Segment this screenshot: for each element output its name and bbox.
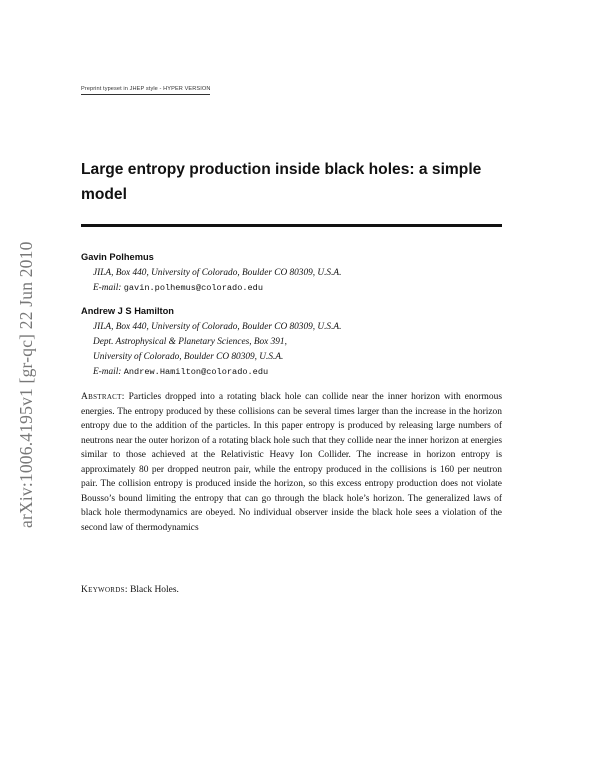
abstract-label: Abstract:: [81, 392, 125, 402]
author-2-affiliation-2: Dept. Astrophysical & Planetary Sciences, Box 391,: [93, 337, 287, 347]
keywords: [81, 585, 179, 595]
email-label: E-mail:: [93, 283, 122, 293]
title-rule: [81, 224, 502, 227]
keywords-text: Black Holes.: [130, 585, 179, 595]
author-2-email[interactable]: Andrew.Hamilton@colorado.edu: [123, 367, 269, 377]
abstract: [81, 390, 502, 535]
author-1-email[interactable]: gavin.polhemus@colorado.edu: [123, 283, 263, 293]
author-name-1: Gavin Polhemus: [81, 252, 154, 262]
preprint-note: Preprint typeset in JHEP style - HYPER VERSION: [81, 86, 210, 95]
arxiv-identifier: arXiv:1006.4195v1 [gr-qc] 22 Jun 2010: [16, 241, 36, 528]
author-2-affiliation-block: [93, 320, 341, 380]
paper-title: Large entropy production inside black holes: a simple model: [81, 161, 482, 203]
author-2-affiliation-3: University of Colorado, Boulder CO 80309, U.S.A.: [93, 352, 284, 362]
author-1-email-line: [93, 283, 263, 293]
author-1-affiliation: JILA, Box 440, University of Colorado, Boulder CO 80309, U.S.A.: [93, 268, 342, 278]
abstract-text: Particles dropped into a rotating black hole can collide near the inner horizon with enormous energies. The entropy produced by these collisions can be several times larger than the increase in the horizon entropy due to the addition of the particles. In this paper entropy is produced by releasing large numbers of neutrons near the outer horizon of a rotating black hole such that they collide near the inner horizon at energies similar to those achieved at the Relativistic Heavy Ion Collider. The increase in horizon entropy is approximately 80 per dropped neutron pair, while the entropy produced in the collisions is 160 per neutron pair. The collision entropy is produced inside the horizon, so this excess entropy production does not violate Bousso’s bound limiting the entropy that can go through the black hole’s horizon. The generalized laws of black hole thermodynamics are obeyed. No individual observer inside the black hole sees a violation of the second law of thermodynamics: [81, 392, 502, 533]
keywords-label: Keywords:: [81, 585, 128, 595]
author-2-affiliation-1: JILA, Box 440, University of Colorado, Boulder CO 80309, U.S.A.: [93, 322, 342, 332]
author-name-2: Andrew J S Hamilton: [81, 306, 174, 316]
author-1-affiliation-block: [93, 266, 341, 296]
email-label: E-mail:: [93, 367, 122, 377]
author-2-email-line: [93, 367, 268, 377]
